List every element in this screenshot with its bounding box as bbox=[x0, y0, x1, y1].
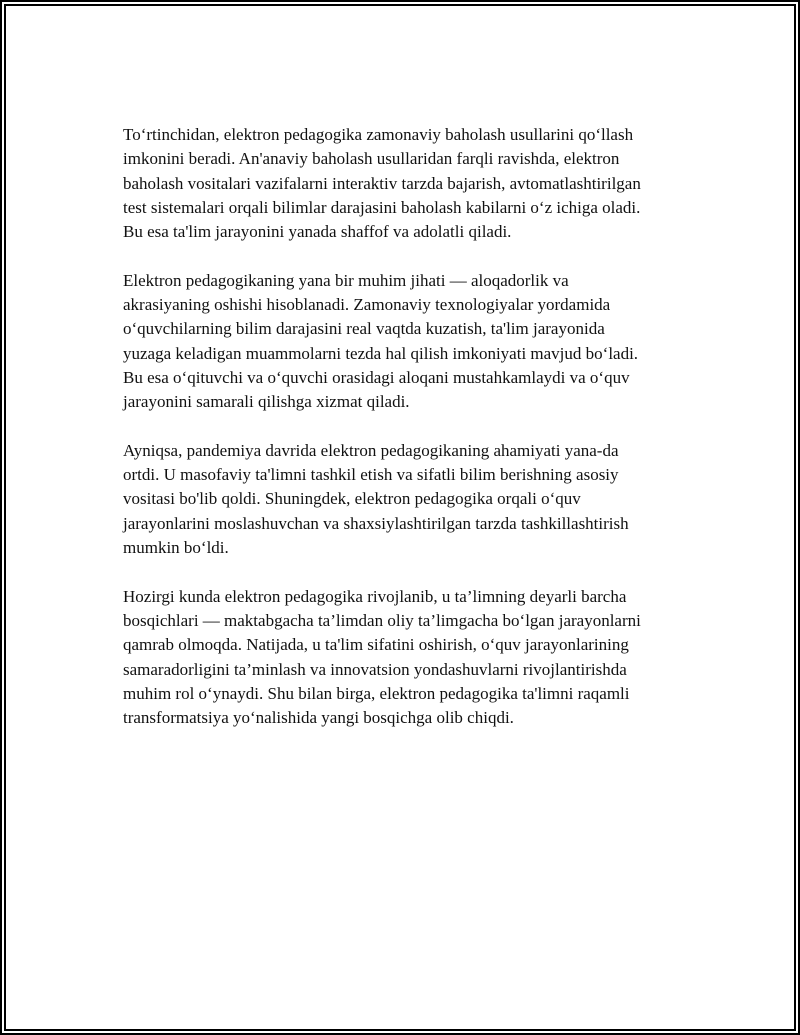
text-line: Hozirgi kunda elektron pedagogika rivojlanib, u ta’limning deyarli barcha bbox=[123, 586, 627, 606]
text-line: samaradorligini ta’minlash va innovatsion yondashuvlarni rivojlantirishda bbox=[123, 659, 627, 679]
text-line: muhim rol o‘ynaydi. Shu bilan birga, elektron pedagogika ta'limni raqamli bbox=[123, 683, 630, 703]
text-line: bosqichlari — maktabgacha ta’limdan oliy ta’limgacha bo‘lgan jarayonlarni bbox=[123, 610, 641, 630]
text-line: To‘rtinchidan, elektron pedagogika zamonaviy baholash usullarini qo‘llash bbox=[123, 125, 634, 144]
text-line: Ayniqsa, pandemiya davrida elektron pedagogikaning ahamiyati yana-da bbox=[123, 440, 619, 460]
document-body bbox=[123, 123, 693, 755]
paragraph-2 bbox=[123, 269, 693, 415]
text-line: test sistemalari orqali bilimlar darajasini baholash kabilarni o‘z ichiga oladi. bbox=[123, 197, 641, 217]
text-line: vositasi bo'lib qoldi. Shuningdek, elektron pedagogika orqali o‘quv bbox=[123, 489, 581, 509]
text-line: Elektron pedagogikaning yana bir muhim jihati — aloqadorlik va bbox=[123, 270, 569, 290]
text-line: baholash vositalari vazifalarni interaktiv tarzda bajarish, avtomatlashtirilgan bbox=[123, 173, 641, 193]
text-line: Bu esa ta'lim jarayonini yanada shaffof va adolatli qiladi. bbox=[123, 222, 512, 242]
text-line: transformatsiya yo‘nalishida yangi bosqichga olib chiqdi. bbox=[123, 708, 514, 728]
text-line: Bu esa o‘qituvchi va o‘quvchi orasidagi aloqani mustahkamlaydi va o‘quv bbox=[123, 367, 630, 387]
text-line: qamrab olmoqda. Natijada, u ta'lim sifatini oshirish, o‘quv jarayonlarining bbox=[123, 635, 629, 655]
text-line: yuzaga keladigan muammolarni tezda hal qilish imkoniyati mavjud bo‘ladi. bbox=[123, 343, 639, 363]
text-line: akrasiyaning oshishi hisoblanadi. Zamonaviy texnologiyalar yordamida bbox=[123, 295, 611, 315]
paragraph-1 bbox=[123, 123, 693, 244]
text-line: o‘quvchilarning bilim darajasini real vaqtda kuzatish, ta'lim jarayonida bbox=[123, 319, 605, 339]
paragraph-4 bbox=[123, 585, 693, 731]
text-line: jarayonlarini moslashuvchan va shaxsiylashtirilgan tarzda tashkillashtirish bbox=[123, 513, 629, 533]
paragraph-3 bbox=[123, 439, 693, 560]
text-line: ortdi. U masofaviy ta'limni tashkil etish va sifatli bilim berishning asosiy bbox=[123, 465, 619, 485]
text-line: jarayonini samarali qilishga xizmat qiladi. bbox=[123, 392, 410, 412]
text-line: mumkin bo‘ldi. bbox=[123, 538, 229, 558]
text-line: imkonini beradi. An'anaviy baholash usullaridan farqli ravishda, elektron bbox=[123, 149, 620, 169]
